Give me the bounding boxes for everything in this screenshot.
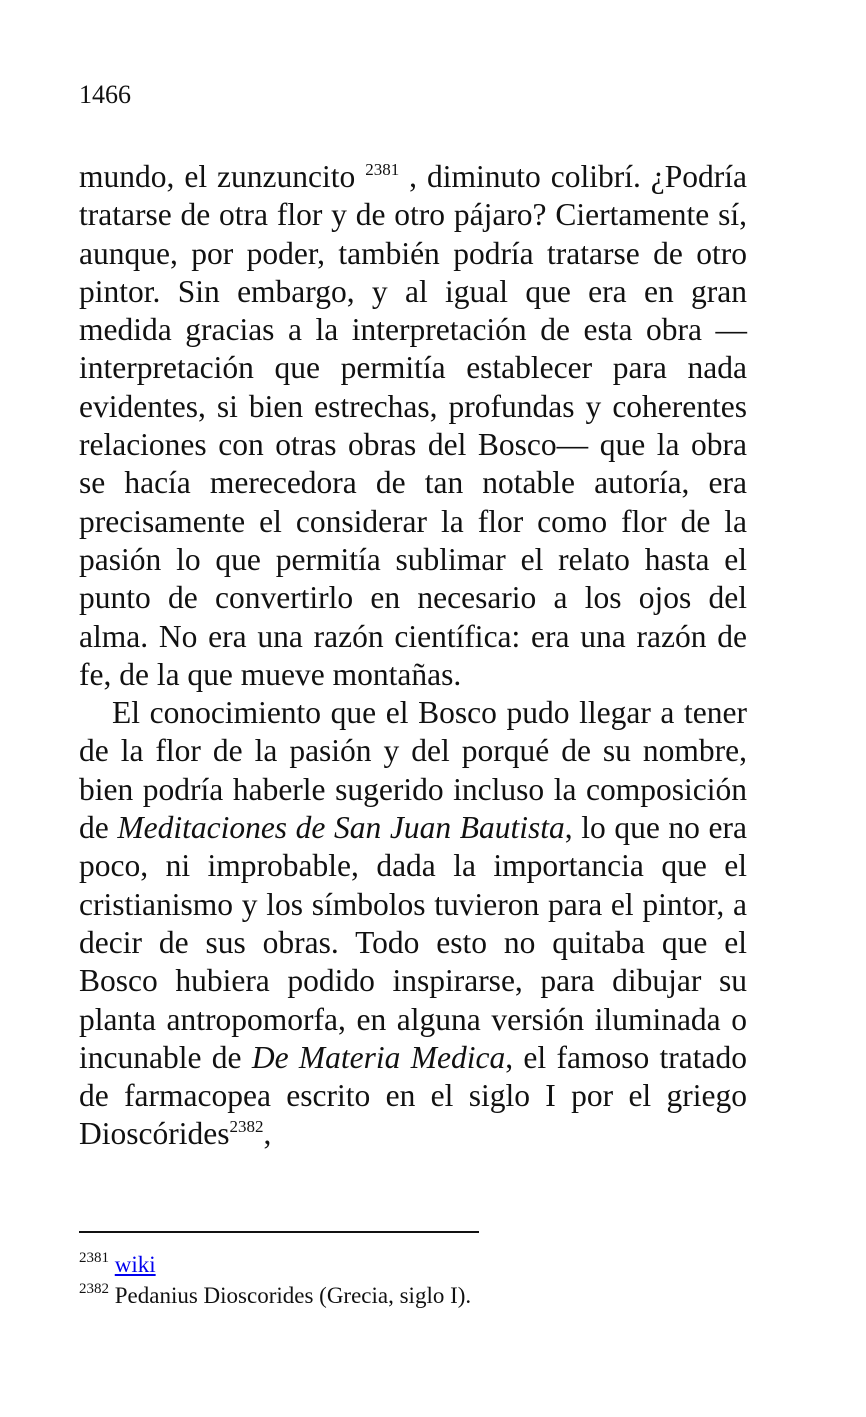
page-number: 1466 (79, 80, 131, 109)
footnotes (79, 1249, 471, 1311)
text-segment: , el famoso tratado de farmacopea escrito en el siglo I por el griego Dioscórides (79, 1039, 748, 1152)
body-text (79, 158, 747, 1154)
footnote-text: Pedanius Dioscorides (Grecia, siglo I). (114, 1283, 472, 1308)
paragraph-2 (79, 694, 747, 1154)
footnote-number: 2381 (79, 1250, 109, 1266)
footnote-2381 (79, 1249, 471, 1280)
wiki-link[interactable]: wiki (114, 1252, 156, 1277)
text-segment: , diminuto colibrí. ¿Podría tratarse de otra flor y de otro pájaro? Ciertamente sí, aunque, por poder, también podría tratarse de otro pintor. Sin embargo, y al igual que era en gran medida gracias a la interpretación de esta obra —interpretación que permitía establecer para nada evidentes, si bien estrechas, profundas y coherentes relaciones con otras obras del Bosco— que la obra se hacía merecedora de tan notable autoría, era precisamente el considerar la flor como flor de la pasión lo que permitía sublimar el relato hasta el punto de convertirlo en necesario a los ojos del alma. No era una razón científica: era una razón de fe, de la que mueve montañas. (79, 159, 748, 692)
text-segment: El conocimiento que el Bosco pudo llegar a tener de la flor de la pasión y del porqué de su nombre, bien podría haberle sugerido incluso la composición de (79, 695, 747, 846)
italic-title-materia-medica: De Materia Medica (251, 1039, 506, 1075)
footnote-divider (79, 1231, 479, 1233)
footnote-2382 (79, 1280, 471, 1311)
italic-title-meditaciones: Meditaciones de San Juan Bautista (117, 810, 565, 846)
footnote-number: 2382 (79, 1281, 109, 1297)
paragraph-1 (79, 158, 747, 694)
footnote-ref-2382[interactable]: 2382 (229, 1117, 264, 1137)
text-segment: mundo, el zunzuncito (79, 159, 356, 194)
footnote-ref-2381[interactable]: 2381 (365, 160, 400, 179)
text-segment: , lo que no era poco, ni improbable, dada la importancia que el cristianismo y los símbolos tuvieron para el pintor, a decir de sus obras. Todo esto no quitaba que el Bosco hubiera podido inspirarse, para dibujar su planta antropomorfa, en alguna versión iluminada o incunable de (79, 810, 748, 1075)
text-segment: , (263, 1116, 272, 1152)
